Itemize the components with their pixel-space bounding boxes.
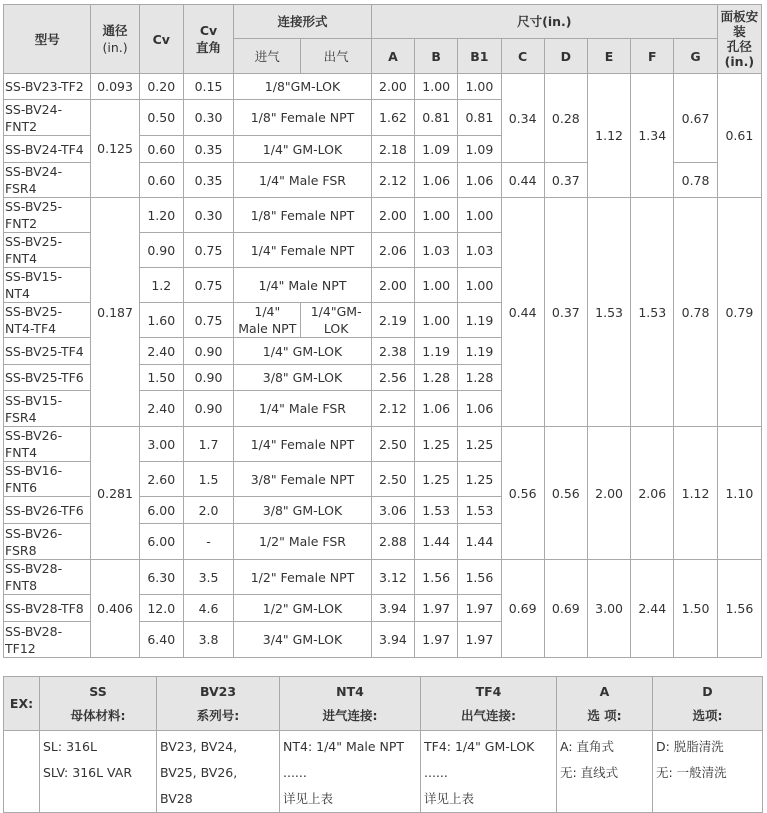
dim-b1-cell: 1.19 — [458, 303, 501, 338]
dim-b1-cell: 1.09 — [458, 136, 501, 163]
dim-e-cell: 3.00 — [587, 560, 630, 658]
dim-b-cell: 1.25 — [415, 427, 458, 462]
connection-cell: 1/4" GM-LOK — [234, 338, 372, 365]
cv-angle-cell: 0.75 — [183, 233, 233, 268]
orifice-cell: 0.406 — [91, 560, 139, 658]
dim-g-cell: 1.12 — [674, 427, 717, 560]
cv-angle-cell: 0.75 — [183, 303, 233, 338]
model-cell: SS-BV24- FNT2 — [4, 100, 91, 136]
cv-angle-cell: 0.90 — [183, 365, 233, 391]
cv-angle-cell: 0.15 — [183, 74, 233, 100]
dim-e-cell: 1.53 — [587, 198, 630, 427]
dim-a-cell: 2.56 — [371, 365, 414, 391]
dim-b1-cell: 1.56 — [458, 560, 501, 595]
dim-a-cell: 2.38 — [371, 338, 414, 365]
dim-a-cell: 2.12 — [371, 391, 414, 427]
cv-cell: 0.60 — [139, 163, 183, 198]
header-inlet: 进气 — [234, 39, 301, 74]
inlet-options: NT4: 1/4" Male NPT ...... 详见上表 — [280, 731, 421, 813]
dim-b1-cell: 1.25 — [458, 462, 501, 497]
dim-a-cell: 2.06 — [371, 233, 414, 268]
connection-cell: 3/8" GM-LOK — [234, 365, 372, 391]
header-dim-c: C — [501, 39, 544, 74]
order-header-series: BV23 系列号: — [157, 677, 280, 731]
model-cell: SS-BV25-TF6 — [4, 365, 91, 391]
cv-angle-cell: 4.6 — [183, 595, 233, 622]
dim-b1-cell: 1.28 — [458, 365, 501, 391]
dim-a-cell: 2.19 — [371, 303, 414, 338]
table-row — [4, 427, 762, 462]
header-outlet: 出气 — [301, 39, 371, 74]
dim-b-cell: 1.09 — [415, 136, 458, 163]
ex-spacer-cell — [4, 731, 40, 813]
model-cell: SS-BV15- FSR4 — [4, 391, 91, 427]
connection-cell: 1/4" Male FSR — [234, 391, 372, 427]
header-dim-a: A — [371, 39, 414, 74]
model-cell: SS-BV28-TF8 — [4, 595, 91, 622]
connection-cell: 1/4" GM-LOK — [234, 136, 372, 163]
panel-hole-cell: 0.61 — [717, 74, 761, 198]
connection-cell: 1/4" Female NPT — [234, 233, 372, 268]
dim-a-cell: 2.00 — [371, 198, 414, 233]
cv-cell: 1.20 — [139, 198, 183, 233]
ordering-example-table — [3, 676, 763, 813]
connection-cell: 1/2" Male FSR — [234, 524, 372, 560]
dim-a-cell: 1.62 — [371, 100, 414, 136]
dim-d-cell: 0.28 — [544, 74, 587, 163]
header-dim-g: G — [674, 39, 717, 74]
dim-b1-cell: 0.81 — [458, 100, 501, 136]
dim-b-cell: 1.28 — [415, 365, 458, 391]
dim-d-cell: 0.56 — [544, 427, 587, 560]
dim-b1-cell: 1.97 — [458, 595, 501, 622]
dim-b-cell: 1.03 — [415, 233, 458, 268]
dim-g-cell: 0.78 — [674, 198, 717, 427]
dim-b-cell: 1.00 — [415, 303, 458, 338]
dim-b1-cell: 1.00 — [458, 268, 501, 303]
dim-c-cell: 0.44 — [501, 163, 544, 198]
dim-a-cell: 2.88 — [371, 524, 414, 560]
outlet-options: TF4: 1/4" GM-LOK ...... 详见上表 — [421, 731, 557, 813]
header-cv: Cv — [139, 5, 183, 74]
connection-cell: 1/4" Male FSR — [234, 163, 372, 198]
panel-hole-cell: 1.10 — [717, 427, 761, 560]
cv-cell: 0.60 — [139, 136, 183, 163]
cv-angle-cell: 0.35 — [183, 136, 233, 163]
panel-hole-cell: 0.79 — [717, 198, 761, 427]
connection-cell: 1/4" Female NPT — [234, 427, 372, 462]
dim-f-cell: 2.44 — [631, 560, 674, 658]
connection-cell: 1/8"GM-LOK — [234, 74, 372, 100]
cv-angle-cell: 0.30 — [183, 198, 233, 233]
dim-f-cell: 1.34 — [631, 74, 674, 198]
dim-b1-cell: 1.06 — [458, 391, 501, 427]
dim-b1-cell: 1.00 — [458, 74, 501, 100]
dim-g-cell: 1.50 — [674, 560, 717, 658]
dim-a-cell: 2.00 — [371, 74, 414, 100]
connection-cell: 1/2" GM-LOK — [234, 595, 372, 622]
connection-cell: 1/2" Female NPT — [234, 560, 372, 595]
order-header-option-angle: A 选 项: — [557, 677, 653, 731]
dim-b1-cell: 1.06 — [458, 163, 501, 198]
cv-cell: 6.30 — [139, 560, 183, 595]
cv-cell: 0.50 — [139, 100, 183, 136]
cv-angle-cell: - — [183, 524, 233, 560]
dim-f-cell: 1.53 — [631, 198, 674, 427]
model-cell: SS-BV26- FSR8 — [4, 524, 91, 560]
model-cell: SS-BV15- NT4 — [4, 268, 91, 303]
cv-cell: 6.40 — [139, 622, 183, 658]
dim-b-cell: 1.56 — [415, 560, 458, 595]
angle-options: A: 直角式 无: 直线式 — [557, 731, 653, 813]
dim-c-cell: 0.34 — [501, 74, 544, 163]
dim-b-cell: 1.06 — [415, 391, 458, 427]
dim-b-cell: 1.00 — [415, 198, 458, 233]
cv-cell: 1.60 — [139, 303, 183, 338]
header-dim-e: E — [587, 39, 630, 74]
orifice-cell: 0.281 — [91, 427, 139, 560]
orifice-cell: 0.093 — [91, 74, 139, 100]
cv-angle-cell: 1.5 — [183, 462, 233, 497]
order-header-outlet: TF4 出气连接: — [421, 677, 557, 731]
dim-d-cell: 0.69 — [544, 560, 587, 658]
table-row — [4, 74, 762, 100]
header-dim-b: B — [415, 39, 458, 74]
connection-cell: 1/8" Female NPT — [234, 100, 372, 136]
dim-a-cell: 3.06 — [371, 497, 414, 524]
dim-b-cell: 1.19 — [415, 338, 458, 365]
dim-e-cell: 2.00 — [587, 427, 630, 560]
dim-f-cell: 2.06 — [631, 427, 674, 560]
dim-g-cell: 0.67 — [674, 74, 717, 163]
model-cell: SS-BV25- FNT2 — [4, 198, 91, 233]
dim-a-cell: 3.94 — [371, 622, 414, 658]
header-model: 型号 — [4, 5, 91, 74]
cv-angle-cell: 3.8 — [183, 622, 233, 658]
dim-b-cell: 1.44 — [415, 524, 458, 560]
model-cell: SS-BV25- FNT4 — [4, 233, 91, 268]
dim-a-cell: 2.00 — [371, 268, 414, 303]
cleaning-options: D: 脱脂清洗 无: 一般清洗 — [653, 731, 763, 813]
order-header-material: SS 母体材料: — [40, 677, 157, 731]
cv-cell: 6.00 — [139, 497, 183, 524]
header-dim-d: D — [544, 39, 587, 74]
model-cell: SS-BV26- FNT4 — [4, 427, 91, 462]
model-cell: SS-BV28- FNT8 — [4, 560, 91, 595]
connection-cell: 3/8" Female NPT — [234, 462, 372, 497]
header-cv-angle: Cv 直角 — [183, 5, 233, 74]
cv-angle-cell: 0.90 — [183, 391, 233, 427]
dim-e-cell: 1.12 — [587, 74, 630, 198]
model-cell: SS-BV23-TF2 — [4, 74, 91, 100]
dim-b1-cell: 1.44 — [458, 524, 501, 560]
header-panel-hole: 面板安 装 孔径 (in.) — [717, 5, 761, 74]
model-cell: SS-BV24-TF4 — [4, 136, 91, 163]
cv-cell: 2.40 — [139, 338, 183, 365]
panel-hole-cell: 1.56 — [717, 560, 761, 658]
dim-b-cell: 1.25 — [415, 462, 458, 497]
cv-angle-cell: 0.75 — [183, 268, 233, 303]
cv-angle-cell: 3.5 — [183, 560, 233, 595]
cv-angle-cell: 1.7 — [183, 427, 233, 462]
dim-a-cell: 2.50 — [371, 462, 414, 497]
table-row — [4, 198, 762, 233]
ex-label: EX: — [4, 677, 40, 731]
header-dim-f: F — [631, 39, 674, 74]
connection-cell: 1/4" Male NPT — [234, 268, 372, 303]
header-connection: 连接形式 — [234, 5, 372, 39]
cv-angle-cell: 0.30 — [183, 100, 233, 136]
model-cell: SS-BV25- NT4-TF4 — [4, 303, 91, 338]
header-dimensions: 尺寸(in.) — [371, 5, 717, 39]
cv-cell: 0.90 — [139, 233, 183, 268]
dim-b1-cell: 1.03 — [458, 233, 501, 268]
table-row — [4, 560, 762, 595]
orifice-cell: 0.187 — [91, 198, 139, 427]
dim-a-cell: 2.18 — [371, 136, 414, 163]
dim-b1-cell: 1.19 — [458, 338, 501, 365]
connection-cell: 3/8" GM-LOK — [234, 497, 372, 524]
cv-angle-cell: 0.90 — [183, 338, 233, 365]
dim-d-cell: 0.37 — [544, 163, 587, 198]
model-cell: SS-BV28- TF12 — [4, 622, 91, 658]
dim-a-cell: 3.12 — [371, 560, 414, 595]
dim-b1-cell: 1.53 — [458, 497, 501, 524]
dim-c-cell: 0.69 — [501, 560, 544, 658]
model-cell: SS-BV24- FSR4 — [4, 163, 91, 198]
cv-cell: 12.0 — [139, 595, 183, 622]
dim-c-cell: 0.56 — [501, 427, 544, 560]
dim-d-cell: 0.37 — [544, 198, 587, 427]
dim-c-cell: 0.44 — [501, 198, 544, 427]
cv-angle-cell: 0.35 — [183, 163, 233, 198]
dim-b-cell: 1.00 — [415, 268, 458, 303]
dim-b-cell: 1.06 — [415, 163, 458, 198]
cv-cell: 2.40 — [139, 391, 183, 427]
dim-b-cell: 0.81 — [415, 100, 458, 136]
dim-b-cell: 1.97 — [415, 595, 458, 622]
dim-b-cell: 1.53 — [415, 497, 458, 524]
order-header-option-cleaning: D 选项: — [653, 677, 763, 731]
cv-cell: 1.50 — [139, 365, 183, 391]
cv-cell: 6.00 — [139, 524, 183, 560]
model-cell: SS-BV16- FNT6 — [4, 462, 91, 497]
cv-cell: 3.00 — [139, 427, 183, 462]
cv-cell: 1.2 — [139, 268, 183, 303]
dim-b-cell: 1.00 — [415, 74, 458, 100]
inlet-cell: 1/4" Male NPT — [234, 303, 301, 338]
header-dim-b1: B1 — [458, 39, 501, 74]
series-options: BV23, BV24, BV25, BV26, BV28 — [157, 731, 280, 813]
dim-b-cell: 1.97 — [415, 622, 458, 658]
header-orifice: 通径 (in.) — [91, 5, 139, 74]
cv-cell: 0.20 — [139, 74, 183, 100]
connection-cell: 1/8" Female NPT — [234, 198, 372, 233]
material-options: SL: 316L SLV: 316L VAR — [40, 731, 157, 813]
cv-cell: 2.60 — [139, 462, 183, 497]
dim-g-cell: 0.78 — [674, 163, 717, 198]
orifice-cell: 0.125 — [91, 100, 139, 198]
order-header-inlet: NT4 进气连接: — [280, 677, 421, 731]
dim-a-cell: 2.12 — [371, 163, 414, 198]
valve-spec-table — [3, 4, 762, 658]
outlet-cell: 1/4"GM- LOK — [301, 303, 371, 338]
dim-a-cell: 2.50 — [371, 427, 414, 462]
dim-b1-cell: 1.00 — [458, 198, 501, 233]
dim-b1-cell: 1.25 — [458, 427, 501, 462]
dim-a-cell: 3.94 — [371, 595, 414, 622]
connection-cell: 3/4" GM-LOK — [234, 622, 372, 658]
cv-angle-cell: 2.0 — [183, 497, 233, 524]
model-cell: SS-BV25-TF4 — [4, 338, 91, 365]
dim-b1-cell: 1.97 — [458, 622, 501, 658]
model-cell: SS-BV26-TF6 — [4, 497, 91, 524]
